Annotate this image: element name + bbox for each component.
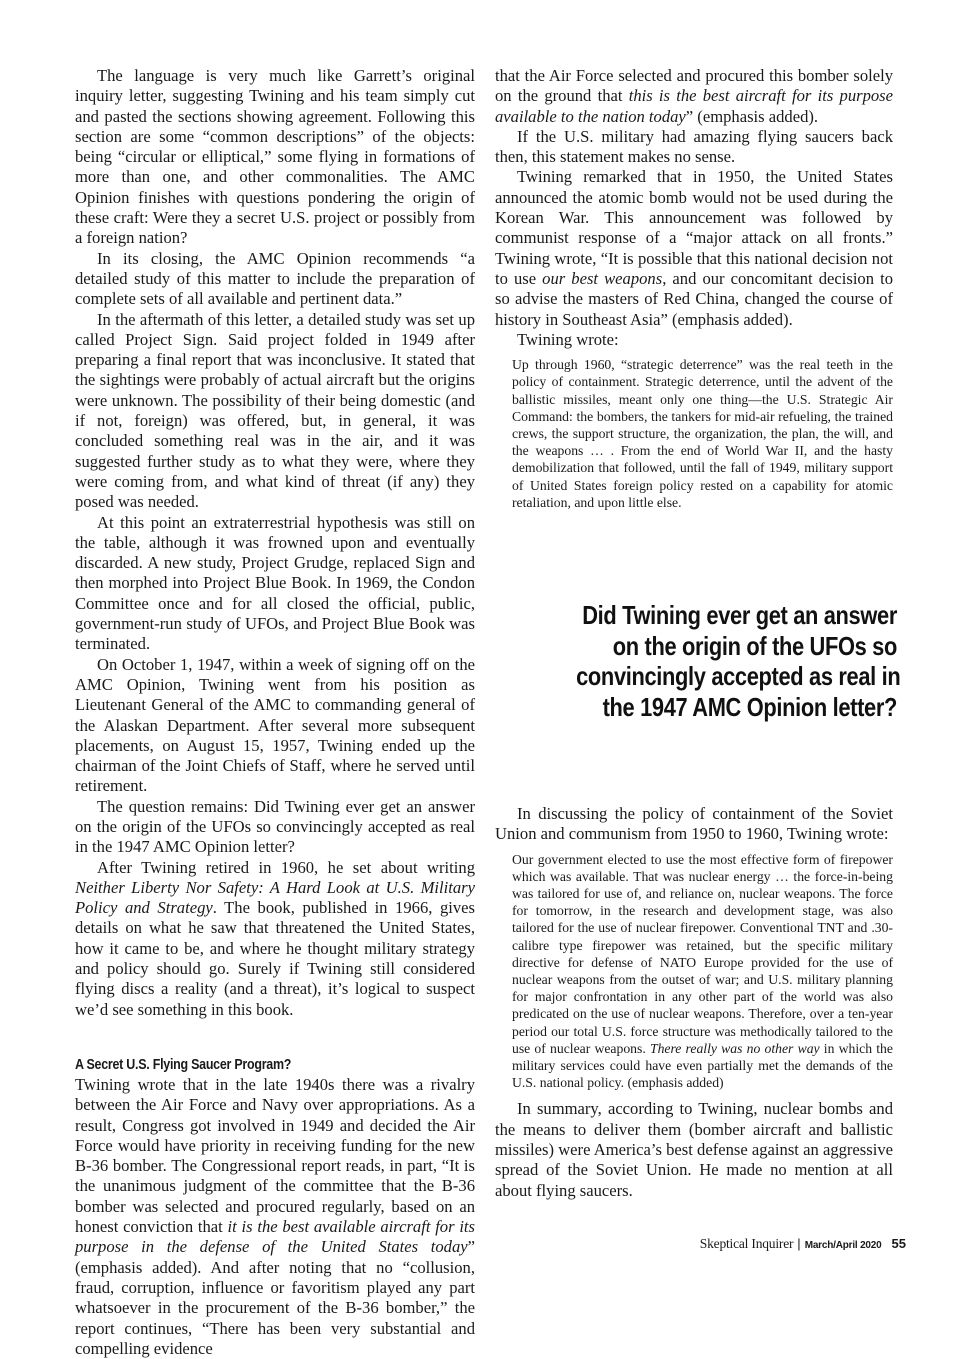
paragraph-language: The language is very much like Garrett’s original inquiry letter, suggesting Twining and his team simply cut and pasted the sections showing agreement. Following this section are some “common descriptions” of the objects: being “circular or elliptical,” some flying in formations of more than one, and other commonalities. The AMC Opinion finishes with questions pondering the origin of these craft: Were they a secret U.S. project or possibly from a foreign nation? <box>75 66 475 248</box>
paragraph-korea: Twining remarked that in 1950, the United States announced the atomic bomb would not be used during the Korean War. This announcement was followed by communist response of a “major attack on all fronts.” Twining wrote, “It is possible that this national decision not to use our best weapons, and our concomitant decision to so advise the masters of Red China, changed the course of history in Southeast Asia” (emphasis added). <box>495 167 894 329</box>
paragraph-question: The question remains: Did Twining ever get an answer on the origin of the UFOs so convincingly accepted as real in the 1947 AMC Opinion letter? <box>75 796 475 857</box>
block-quote-firepower: Our government elected to use the most effective form of firepower which was available. That was nuclear energy … the force-in-being was tailored for use of, and reliance on, nuclear weapons. The force for tomorrow, in the research and development stage, was also tailored for the use of nuclear firepower. Conventional TNT and .30-calibre type firepower was retained, but the specific military directive for defense of NATO Europe provided for the use of nuclear weapons from the outset of war; and U.S. military planning for major confrontation in any other part of the world was also predicated on the use of nuclear weapons. Therefore, over a ten-year period our total U.S. force structure was methodically tailored to the use of nuclear weapons. There really was no other way in which the military services could have even partially met the demands of the U.S. national policy. (emphasis added) <box>512 851 893 1091</box>
book-title: Neither Liberty Nor Safety: A Hard Look at U.S. Military Policy and Strategy <box>75 877 475 918</box>
page-number: 55 <box>891 1236 906 1251</box>
paragraph-containment: In discussing the policy of containment of the Soviet Union and communism from 1950 to 1960, Twining wrote: <box>495 804 893 844</box>
paragraph-twining-wrote: Twining wrote: <box>517 329 619 349</box>
paragraph-project-sign: In the aftermath of this letter, a detailed study was set up called Project Sign. Said project folded in 1949 after preparing a final report that was inconclusive. It stated that the sightings were probably of actual aircraft but the origins were unknown. The possibility of their being domestic (and if not, foreign) was offered, but, in general, it was concluded something real was in the air, and it was suggested further study as to what they were, where they were coming from, and what kind of threat (if any) they posed was needed. <box>75 309 475 512</box>
footer-separator: | <box>797 1236 801 1251</box>
paragraph-b36: Twining wrote that in the late 1940s there was a rivalry between the Air Force and Navy over appropriations. As a result, Congress got involved in 1949 and decided the Air Force would have priority in receiving funding for the new B-36 bomber. The Congressional report reads, in part, “It is the unanimous judgment of the committee that the B-36 bomber was selected and procured regularly, based on an honest conviction that it is the best available aircraft for its purpose in the defense of the United States today” (emphasis added). And after noting that no “collusion, fraud, corruption, influence or favoritism played any part whatsoever in the procurement of the B-36 bomber,” the report continues, “There has been very substantial and compelling evidence <box>75 1074 475 1358</box>
magazine-name: Skeptical Inquirer <box>699 1236 794 1251</box>
paragraph-summary: In summary, according to Twining, nuclear bombs and the means to deliver them (bomber aircraft and ballistic missiles) were America’s best defense against an aggressive spread of the Soviet Union. He made no mention at all about flying saucers. <box>495 1099 893 1200</box>
paragraph-saucers: If the U.S. military had amazing flying saucers back then, this statement makes no sense. <box>495 126 893 167</box>
pull-quote <box>515 600 901 722</box>
issue-date: March/April 2020 <box>804 1240 882 1251</box>
pull-quote-line: the 1947 AMC Opinion letter? <box>602 691 897 722</box>
emphasis-text: this is the best aircraft for its purpose available to the nation today <box>495 86 893 126</box>
paragraph-continuation: that the Air Force selected and procured this bomber solely on the ground that this is the best aircraft for its purpose available to the nation today” (emphasis added). <box>495 66 893 126</box>
paragraph-twining-career: On October 1, 1947, within a week of signing off on the AMC Opinion, Twining went from his position as Lieutenant General of the AMC to commanding general of the Alaskan Department. After several more subsequent placements, on August 15, 1957, Twining ended up the chairman of the Joint Chiefs of Staff, where he served until retirement. <box>75 654 475 796</box>
paragraph-et-hypothesis: At this point an extraterrestrial hypothesis was still on the table, although it was frowned upon and eventually discarded. A new study, Project Grudge, replaced Sign and then morphed into Project Blue Book. In 1969, the Condon Committee once and for all closed the official, public, government-run study of UFOs, and Project Blue Book was terminated. <box>75 512 475 654</box>
block-quote-deterrence: Up through 1960, “strategic deterrence” was the real teeth in the policy of containment. Strategic deterrence, until the advent of the ballistic missiles, meant only one thing—the U.S. Strategic Air Command: the bombers, the tankers for mid-air refueling, the trained crews, the support structure, the organization, the plan, the will, and the weapons … . From the end of World War II, and the hasty demobilization that followed, until the fall of 1949, military support of United States foreign policy rested on a capability for atomic retaliation, and upon little else. <box>512 357 893 510</box>
paragraph-closing: In its closing, the AMC Opinion recommends “a detailed study of this matter to include the preparation of complete sets of all available and pertinent data.” <box>75 248 475 309</box>
section-subheading: A Secret U.S. Flying Saucer Program? <box>75 1056 292 1073</box>
pull-quote-line: on the origin of the UFOs so <box>612 630 897 661</box>
pull-quote-line: Did Twining ever get an answer <box>582 600 897 630</box>
paragraph-book: After Twining retired in 1960, he set about writing Neither Liberty Nor Safety: A Hard Look at U.S. Military Policy and Strategy. The book, published in 1966, gives details on what he saw that threatened the United States, how it came to be, and where he thought military strategy and policy should go. Surely if Twining still considered flying discs a reality (and a threat), it’s logical to suspect we’d see something in this book. <box>75 857 475 1019</box>
left-column <box>75 66 475 1359</box>
emphasis-text: it is the best available aircraft for its purpose in the defense of the United States today <box>75 1217 475 1257</box>
pull-quote-line: convincingly accepted as real in <box>576 661 901 691</box>
emphasis-text: There really was no other way <box>649 1040 820 1056</box>
right-column-upper <box>495 66 893 519</box>
page-footer <box>700 1236 906 1254</box>
emphasis-text: our best weapons <box>542 268 663 288</box>
right-column-lower <box>495 804 893 1201</box>
